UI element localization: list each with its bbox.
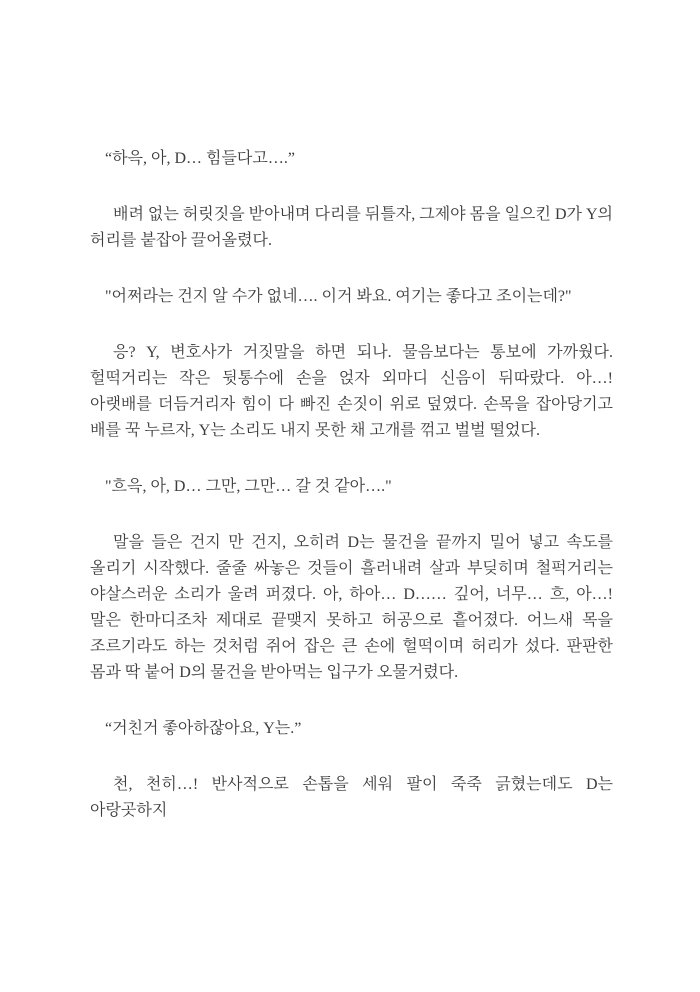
- narration-paragraph: 응? Y, 변호사가 거짓말을 하면 되나. 물음보다는 통보에 가까웠다. 헐떡거리는 작은 뒷통수에 손을 얹자 외마디 신음이 뒤따랐다. 아…! 아랫배를 더듬거리자 힘이 다 빠진 손짓이 위로 덮였다. 손목을 잡아당기고 배를 꾹 누르자, Y는 소리도 내지 못한 채 고개를 꺾고 벌벌 떨었다.: [90, 344, 613, 439]
- narration-paragraph: 배려 없는 허릿짓을 받아내며 다리를 뒤틀자, 그제야 몸을 일으킨 D가 Y의 허리를 붙잡아 끌어올렸다.: [90, 206, 613, 249]
- dialogue-line: “하윽, 아, D… 힘들다고….”: [105, 150, 295, 167]
- dialogue-line: “거친거 좋아하잖아요, Y는.”: [105, 720, 302, 737]
- dialogue-line: "어쩌라는 건지 알 수가 없네…. 이거 봐요. 여기는 좋다고 조이는데?": [105, 288, 572, 305]
- text-column: [90, 146, 613, 824]
- narration-paragraph: 말을 들은 건지 만 건지, 오히려 D는 물건을 끝까지 밀어 넣고 속도를 올리기 시작했다. 줄줄 싸놓은 것들이 흘러내려 살과 부딪히며 철퍽거리는 야살스러운 소리가 울려 퍼졌다. 아, 하아… D…… 깊어, 너무… 흐, 아…! 말은 한마디조차 제대로 끝맺지 못하고 허공으로 흩어졌다. 어느새 목을 조르기라도 하는 것처럼 쥐어 잡은 큰 손에 헐떡이며 허리가 섰다. 판판한 몸과 딱 붙어 D의 물건을 받아먹는 입구가 오물거렸다.: [90, 534, 613, 681]
- narration-paragraph: 천, 천히…! 반사적으로 손톱을 세워 팔이 죽죽 긁혔는데도 D는 아랑곳하지: [90, 776, 613, 819]
- dialogue-line: "흐윽, 아, D… 그만, 그만… 갈 것 같아….": [105, 478, 392, 495]
